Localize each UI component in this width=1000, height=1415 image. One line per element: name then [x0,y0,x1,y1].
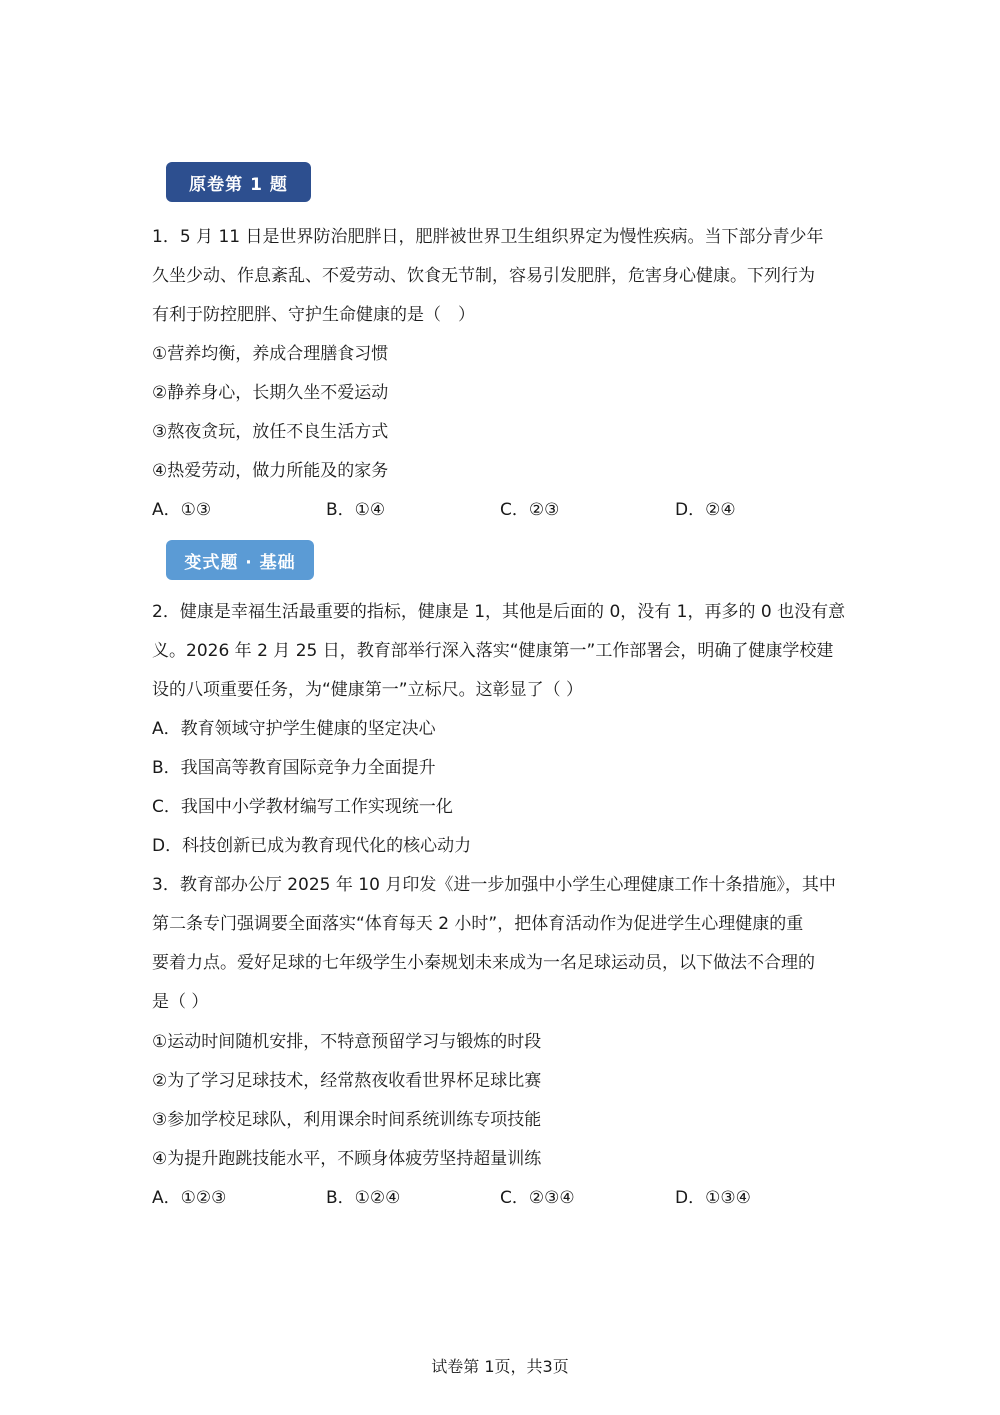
q2-option-b: B．我国高等教育国际竞争力全面提升 [152,758,436,778]
q3-statement-2: ②为了学习足球技术，经常熬夜收看世界杯足球比赛 [152,1071,542,1091]
original-question-tag: 原卷第 1 题 [166,162,311,202]
q3-option-a: A．①②③ [152,1188,227,1208]
q1-stem-line-1: 1．5 月 11 日是世界防治肥胖日，肥胖被世界卫生组织界定为慢性疾病。当下部分青少年 [152,227,824,247]
q1-stem-line-3: 有利于防控肥胖、守护生命健康的是（ ） [152,305,475,325]
q1-statement-3: ③熬夜贪玩，放任不良生活方式 [152,422,389,442]
q1-statement-2: ②静养身心，长期久坐不爱运动 [152,383,389,403]
q1-option-d: D．②④ [675,500,736,520]
q1-statement-1: ①营养均衡，养成合理膳食习惯 [152,344,389,364]
q3-stem-line-2: 第二条专门强调要全面落实“体育每天 2 小时”，把体育活动作为促进学生心理健康的重 [152,914,804,934]
q2-option-c: C．我国中小学教材编写工作实现统一化 [152,797,453,817]
q2-option-d: D．科技创新已成为教育现代化的核心动力 [152,836,472,856]
q3-option-c: C．②③④ [500,1188,575,1208]
q3-option-d: D．①③④ [675,1188,751,1208]
q1-option-a: A．①③ [152,500,212,520]
q3-statement-1: ①运动时间随机安排，不特意预留学习与锻炼的时段 [152,1032,542,1052]
q3-option-b: B．①②④ [326,1188,401,1208]
q1-option-b: B．①④ [326,500,386,520]
q2-option-a: A．教育领域守护学生健康的坚定决心 [152,719,436,739]
q1-statement-4: ④热爱劳动，做力所能及的家务 [152,461,389,481]
q1-option-c: C．②③ [500,500,560,520]
q2-stem-line-1: 2．健康是幸福生活最重要的指标，健康是 1，其他是后面的 0，没有 1，再多的 0 也没有意 [152,602,846,622]
q3-stem-line-1: 3．教育部办公厅 2025 年 10 月印发《进一步加强中小学生心理健康工作十条措施》，其中 [152,875,836,895]
q3-stem-line-4: 是（ ） [152,992,209,1012]
variant-question-tag: 变式题 · 基础 [166,540,314,580]
q1-stem-line-2: 久坐少动、作息紊乱、不爱劳动、饮食无节制，容易引发肥胖，危害身心健康。下列行为 [152,266,815,286]
q2-stem-line-3: 设的八项重要任务，为“健康第一”立标尺。这彰显了（ ） [152,680,584,700]
q2-stem-line-2: 义。2026 年 2 月 25 日，教育部举行深入落实“健康第一”工作部署会，明确了健康学校建 [152,641,834,661]
q3-statement-3: ③参加学校足球队，利用课余时间系统训练专项技能 [152,1110,542,1130]
q3-statement-4: ④为提升跑跳技能水平，不顾身体疲劳坚持超量训练 [152,1149,542,1169]
q3-stem-line-3: 要着力点。爱好足球的七年级学生小秦规划未来成为一名足球运动员，以下做法不合理的 [152,953,815,973]
page-footer: 试卷第 1页，共3页 [431,1357,569,1376]
